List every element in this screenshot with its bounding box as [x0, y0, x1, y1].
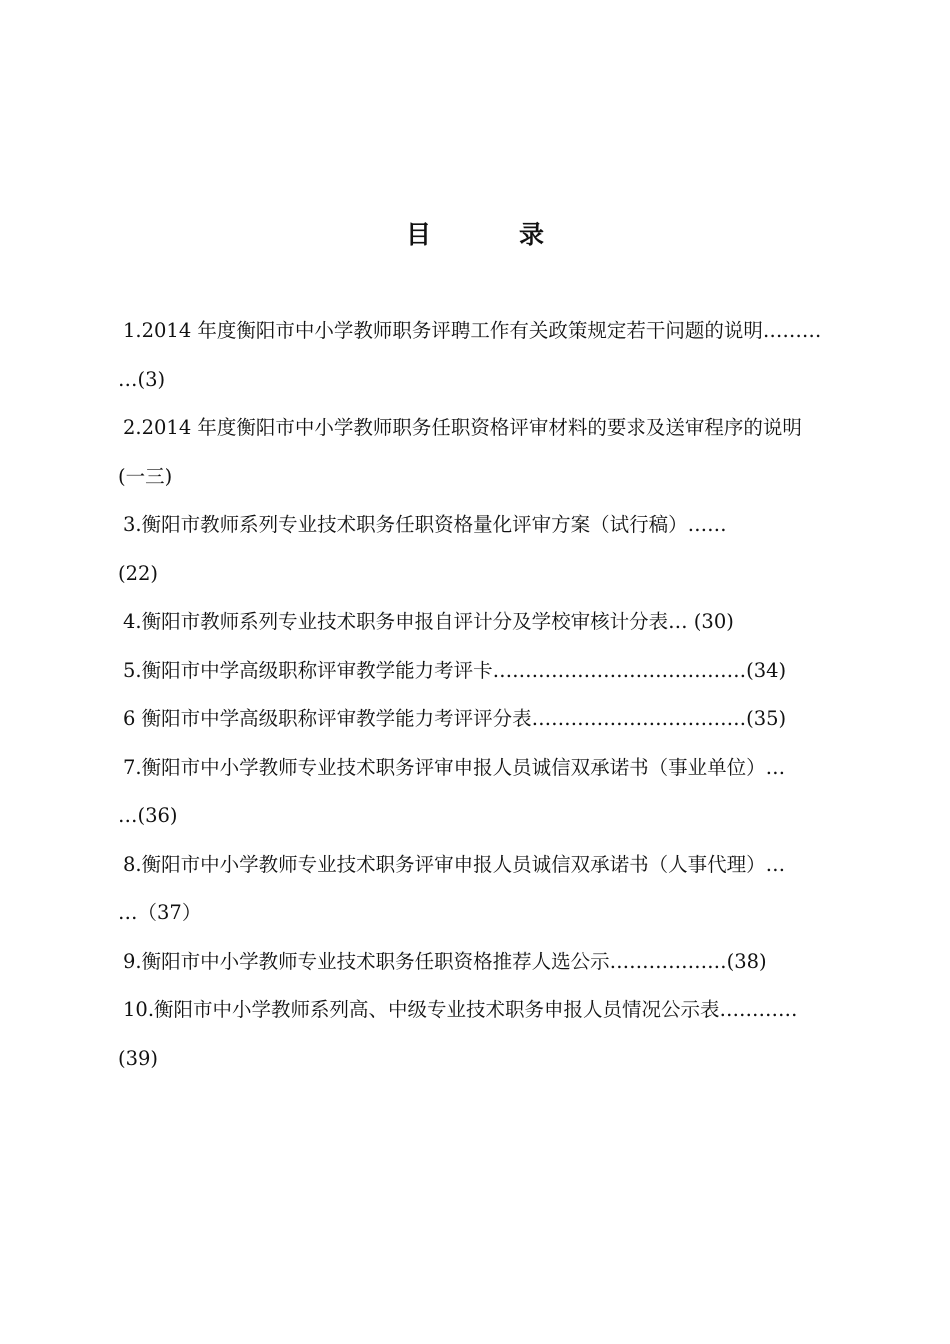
toc-entry-continuation: …（37） — [118, 901, 202, 924]
toc-entry: 8.衡阳市中小学教师专业技术职务评审申报人员诚信双承诺书（人事代理）… — [123, 852, 786, 876]
toc-entry-continuation: (22) — [118, 561, 159, 585]
toc-title-char-2: 录 — [519, 220, 545, 249]
toc-entry: 10.衡阳市中小学教师系列高、中级专业技术职务申报人员情况公示表………… — [123, 998, 798, 1021]
toc-entry: 3.衡阳市教师系列专业技术职务任职资格量化评审方案（试行稿）…… — [123, 513, 727, 536]
toc-entry-continuation: (39) — [118, 1046, 159, 1070]
toc-entry: 1.2014 年度衡阳市中小学教师职务评聘工作有关政策规定若干问题的说明……… — [123, 319, 822, 342]
toc-entry-continuation: …(3) — [118, 367, 166, 391]
toc-list — [118, 312, 856, 1088]
toc-title — [0, 218, 950, 252]
toc-entry: 7.衡阳市中小学教师专业技术职务评审申报人员诚信双承诺书（事业单位）… — [123, 755, 786, 779]
toc-entry-continuation: …(36) — [118, 804, 178, 827]
toc-entry-continuation: (一三) — [118, 464, 173, 488]
toc-entry: 6 衡阳市中学高级职称评审教学能力考评评分表……………………………(35) — [123, 707, 787, 730]
toc-entry: 9.衡阳市中小学教师专业技术职务任职资格推荐人选公示………………(38) — [123, 949, 767, 973]
toc-title-char-1: 目 — [405, 220, 431, 249]
toc-entry: 4.衡阳市教师系列专业技术职务申报自评计分及学校审核计分表… (30) — [123, 610, 734, 633]
toc-entry: 2.2014 年度衡阳市中小学教师职务任职资格评审材料的要求及送审程序的说明 — [123, 416, 802, 439]
toc-entry: 5.衡阳市中学高级职称评审教学能力考评卡…………………………………(34) — [123, 658, 787, 682]
